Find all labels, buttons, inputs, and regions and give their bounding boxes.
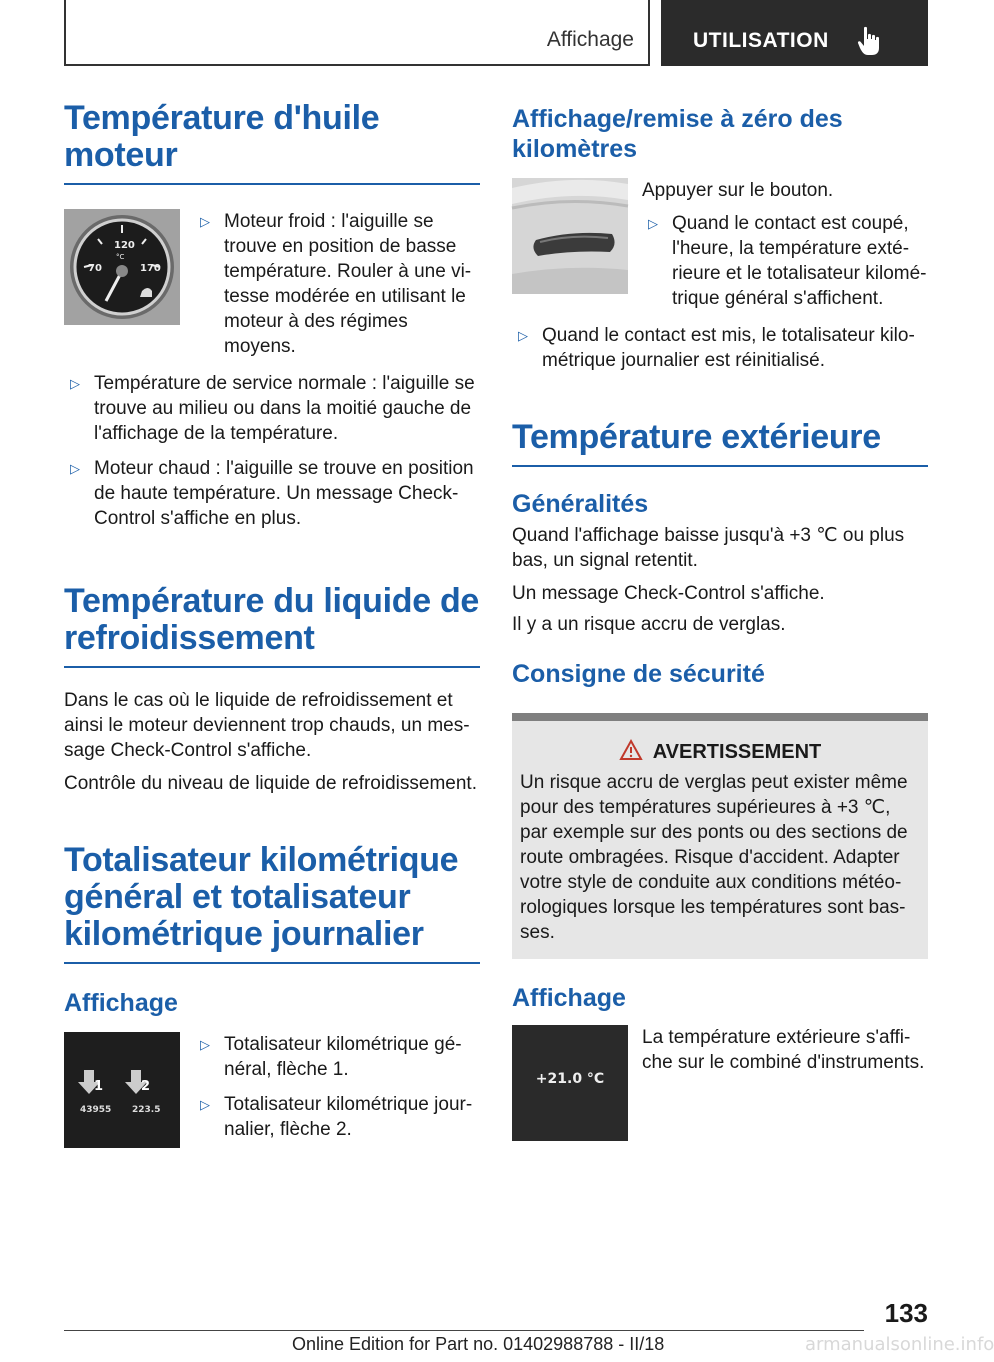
left-column <box>64 100 480 1148</box>
reset-button-image <box>512 178 628 294</box>
trip-odometer-value: 223.5 <box>132 1105 161 1115</box>
warning-title: AVERTISSEMENT <box>652 741 822 763</box>
coolant-paragraph: Dans le cas où le liquide de refroidissement et ainsi le moteur deviennent trop chauds, un message Check-Control s'affiche. <box>64 690 470 761</box>
gauge-unit-label: °C <box>116 253 125 261</box>
exterior-display-heading: Affichage <box>512 984 626 1012</box>
total-odometer-value: 43955 <box>80 1105 112 1115</box>
oil-gauge-image <box>64 209 180 325</box>
temperature-display-image <box>512 1025 628 1141</box>
odometer-figure <box>64 1032 480 1148</box>
reset-heading: Affichage/remise à zéro des kilomètres <box>512 105 843 163</box>
warning-box <box>512 713 928 959</box>
exterior-display-figure <box>512 1025 928 1141</box>
exterior-temp-heading: Température extérieure <box>512 419 928 467</box>
odometer-bullet-total: ▷ Totalisateur kilométrique général, flèche 1. <box>194 1032 480 1082</box>
coolant-heading: Température du liquide de refroidissement <box>64 583 480 668</box>
reset-instruction: Appuyer sur le bouton. <box>642 180 834 201</box>
reset-bullet-off: ▷ Quand le contact est coupé, l'heure, la température extérieure et le totalisateur kilométrique général s'affichent. <box>642 211 928 311</box>
watermark: armanualsonline.info <box>805 1334 994 1355</box>
chapter-tab <box>661 0 928 66</box>
odometer-display-heading: Affichage <box>64 989 178 1017</box>
general-heading: Généralités <box>512 490 649 518</box>
arrow-1-label: 1 <box>94 1079 104 1094</box>
odometer-heading: Totalisateur kilométrique général et totalisateur kilométrique journalier <box>64 842 480 964</box>
arrow-2-label: 2 <box>141 1079 151 1094</box>
reset-figure <box>512 178 928 311</box>
odometer-bullet-trip: ▷ Totalisateur kilométrique journalier, flèche 2. <box>194 1092 480 1142</box>
section-tab <box>64 0 650 66</box>
section-label: Affichage <box>546 28 634 51</box>
oil-temp-figure <box>64 209 480 359</box>
warning-text: Un risque accru de verglas peut exister même pour des températures supérieures à +3 ℃, par exemple sur des ponts ou des sections de route ombragées. Risque d'accident. Adapter votre style de conduite aux conditions météorologiques lorsque les températures sont basses. <box>520 772 908 943</box>
warning-title-row <box>520 739 920 764</box>
page-number: 133 <box>884 1298 928 1328</box>
temperature-readout: +21.0 °C <box>535 1071 605 1087</box>
gauge-mid-label: 120 <box>114 240 135 251</box>
general-paragraph-2: Un message Check-Control s'affiche. <box>512 583 825 604</box>
edition-note: Online Edition for Part no. 01402988788 - II/18 <box>292 1334 665 1354</box>
general-paragraph-1: Quand l'affichage baisse jusqu'à +3 ℃ ou plus bas, un signal retentit. <box>512 525 905 571</box>
odometer-image <box>64 1032 180 1148</box>
hand-pointer-icon <box>857 26 883 56</box>
oil-bullet-hot: ▷ Moteur chaud : l'aiguille se trouve en position de haute température. Un message Check-Control s'affiche en plus. <box>64 456 480 531</box>
oil-bullet-cold: ▷ Moteur froid : l'aiguille se trouve en position de basse température. Rouler à une vitesse modérée en utilisant le moteur à des régimes moyens. <box>194 209 480 359</box>
reset-bullet-on: ▷ Quand le contact est mis, le totalisateur kilométrique journalier est réinitialisé. <box>512 323 928 373</box>
chapter-label: UTILISATION <box>693 29 829 52</box>
footer-divider <box>64 1330 864 1331</box>
coolant-level-paragraph: Contrôle du niveau de liquide de refroidissement. <box>64 773 477 794</box>
gauge-high-label: 170 <box>140 263 161 274</box>
exterior-display-paragraph: La température extérieure s'affiche sur le combiné d'instruments. <box>642 1027 925 1073</box>
gauge-low-label: 70 <box>88 263 102 274</box>
warning-triangle-icon <box>619 739 643 761</box>
general-paragraph-3: Il y a un risque accru de verglas. <box>512 614 786 635</box>
oil-bullet-normal: ▷ Température de service normale : l'aiguille se trouve au milieu ou dans la moitié gauche de l'affichage de la température. <box>64 371 480 446</box>
page-header <box>64 0 928 66</box>
right-column <box>512 104 928 1141</box>
safety-heading: Consigne de sécurité <box>512 660 765 688</box>
oil-temp-heading: Température d'huile moteur <box>64 100 480 185</box>
